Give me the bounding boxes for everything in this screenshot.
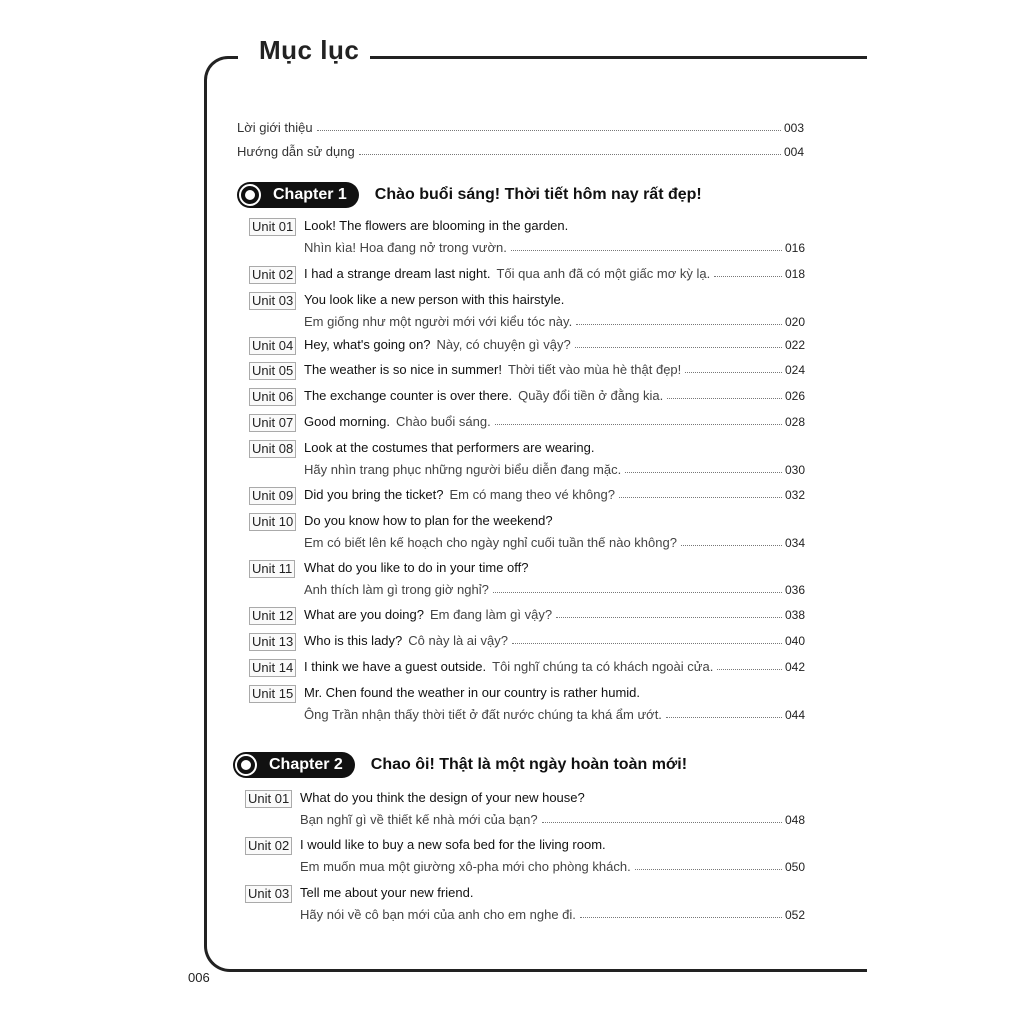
unit-page: 020 bbox=[784, 315, 805, 329]
unit-title-en: Hey, what's going on? bbox=[304, 337, 431, 352]
unit-label: Unit 06 bbox=[249, 388, 296, 406]
unit-page: 044 bbox=[784, 708, 805, 722]
unit-title-en: What do you think the design of your new house? bbox=[300, 790, 585, 805]
unit-title-vi: Ông Trần nhận thấy thời tiết ở đất nước chúng ta khá ẩm ướt. bbox=[304, 707, 662, 722]
toc-unit-c1-10[interactable] bbox=[249, 513, 805, 555]
entry-page: 003 bbox=[783, 121, 804, 135]
unit-page: 048 bbox=[784, 813, 805, 827]
leader-dots bbox=[542, 822, 782, 823]
unit-title-en: I would like to buy a new sofa bed for the living room. bbox=[300, 837, 606, 852]
unit-label: Unit 02 bbox=[249, 266, 296, 284]
toc-unit-c2-02[interactable] bbox=[245, 837, 805, 879]
page-title: Mục lục bbox=[259, 35, 360, 65]
chapter-1-header[interactable] bbox=[237, 182, 702, 208]
unit-title-vi: Em có mang theo vé không? bbox=[449, 487, 615, 502]
unit-title-vi: Hãy nói về cô bạn mới của anh cho em nghe đi. bbox=[300, 907, 576, 922]
unit-label: Unit 03 bbox=[249, 292, 296, 310]
leader-dots bbox=[681, 545, 782, 546]
toc-entry-usage-guide[interactable] bbox=[237, 144, 804, 159]
unit-label: Unit 15 bbox=[249, 685, 296, 703]
unit-title-vi: Bạn nghĩ gì về thiết kế nhà mới của bạn? bbox=[300, 812, 538, 827]
unit-label: Unit 01 bbox=[249, 218, 296, 236]
unit-page: 050 bbox=[784, 860, 805, 874]
unit-label: Unit 12 bbox=[249, 607, 296, 625]
unit-label: Unit 10 bbox=[249, 513, 296, 531]
toc-unit-c1-05[interactable] bbox=[249, 362, 805, 382]
unit-title-en: What do you like to do in your time off? bbox=[304, 560, 529, 575]
unit-page: 030 bbox=[784, 463, 805, 477]
chapter-badge-label: Chapter 1 bbox=[273, 186, 347, 203]
unit-page: 018 bbox=[784, 267, 805, 281]
leader-dots bbox=[576, 324, 782, 325]
toc-unit-c1-01[interactable] bbox=[249, 218, 805, 260]
unit-title-en: You look like a new person with this hairstyle. bbox=[304, 292, 565, 307]
toc-unit-c1-08[interactable] bbox=[249, 440, 805, 482]
chapter-badge-label: Chapter 2 bbox=[269, 756, 343, 773]
leader-dots bbox=[685, 372, 782, 373]
unit-label: Unit 05 bbox=[249, 362, 296, 380]
unit-title-en: The exchange counter is over there. bbox=[304, 388, 513, 403]
unit-title-en: What are you doing? bbox=[304, 607, 424, 622]
toc-unit-c1-03[interactable] bbox=[249, 292, 805, 334]
unit-title-en: Good morning. bbox=[304, 414, 390, 429]
chapter-badge bbox=[233, 752, 355, 778]
toc-unit-c1-06[interactable] bbox=[249, 388, 805, 408]
chapter-title: Chao ôi! Thật là một ngày hoàn toàn mới! bbox=[370, 756, 688, 773]
chapter-title: Chào buổi sáng! Thời tiết hôm nay rất đẹp! bbox=[374, 186, 702, 203]
unit-page: 016 bbox=[784, 241, 805, 255]
unit-title-vi: Tối qua anh đã có một giấc mơ kỳ lạ. bbox=[496, 266, 711, 281]
unit-page: 036 bbox=[784, 583, 805, 597]
unit-title-en: I think we have a guest outside. bbox=[304, 659, 487, 674]
leader-dots bbox=[317, 130, 781, 131]
unit-title-vi: Em giống như một người mới với kiểu tóc này. bbox=[304, 314, 573, 329]
toc-unit-c1-12[interactable] bbox=[249, 607, 805, 627]
unit-title-vi: Quầy đổi tiền ở đằng kia. bbox=[518, 388, 664, 403]
unit-page: 024 bbox=[784, 363, 805, 377]
chapter-badge bbox=[237, 182, 359, 208]
unit-label: Unit 04 bbox=[249, 337, 296, 355]
leader-dots bbox=[359, 154, 781, 155]
unit-title-en: I had a strange dream last night. bbox=[304, 266, 491, 281]
leader-dots bbox=[575, 347, 782, 348]
unit-title-en: Tell me about your new friend. bbox=[300, 885, 474, 900]
toc-unit-c1-04[interactable] bbox=[249, 337, 805, 357]
unit-title-en: Did you bring the ticket? bbox=[304, 487, 444, 502]
unit-label: Unit 01 bbox=[245, 790, 292, 808]
toc-unit-c1-13[interactable] bbox=[249, 633, 805, 653]
leader-dots bbox=[495, 424, 782, 425]
unit-title-en: Look at the costumes that performers are wearing. bbox=[304, 440, 595, 455]
unit-label: Unit 02 bbox=[245, 837, 292, 855]
unit-title-en: Look! The flowers are blooming in the garden. bbox=[304, 218, 569, 233]
leader-dots bbox=[512, 643, 782, 644]
leader-dots bbox=[619, 497, 782, 498]
unit-title-vi: Hãy nhìn trang phục những người biểu diễn đang mặc. bbox=[304, 462, 622, 477]
toc-unit-c2-01[interactable] bbox=[245, 790, 805, 832]
unit-label: Unit 09 bbox=[249, 487, 296, 505]
unit-label: Unit 14 bbox=[249, 659, 296, 677]
toc-unit-c1-15[interactable] bbox=[249, 685, 805, 727]
toc-unit-c1-14[interactable] bbox=[249, 659, 805, 679]
leader-dots bbox=[625, 472, 782, 473]
leader-dots bbox=[635, 869, 782, 870]
chapter-2-header[interactable] bbox=[233, 752, 687, 778]
page-number: 006 bbox=[188, 970, 210, 985]
toc-unit-c1-09[interactable] bbox=[249, 487, 805, 507]
unit-title-vi: Tôi nghĩ chúng ta có khách ngoài cửa. bbox=[492, 659, 714, 674]
leader-dots bbox=[714, 276, 782, 277]
unit-page: 038 bbox=[784, 608, 805, 622]
unit-page: 040 bbox=[784, 634, 805, 648]
leader-dots bbox=[556, 617, 782, 618]
unit-label: Unit 08 bbox=[249, 440, 296, 458]
unit-title-vi: Thời tiết vào mùa hè thật đẹp! bbox=[507, 362, 682, 377]
unit-label: Unit 11 bbox=[249, 560, 295, 578]
leader-dots bbox=[511, 250, 782, 251]
unit-label: Unit 03 bbox=[245, 885, 292, 903]
toc-unit-c2-03[interactable] bbox=[245, 885, 805, 927]
unit-page: 028 bbox=[784, 415, 805, 429]
unit-page: 052 bbox=[784, 908, 805, 922]
unit-title-vi: Cô này là ai vậy? bbox=[408, 633, 508, 648]
unit-page: 026 bbox=[784, 389, 805, 403]
toc-entry-introduction[interactable] bbox=[237, 120, 804, 135]
unit-page: 042 bbox=[784, 660, 805, 674]
unit-page: 032 bbox=[784, 488, 805, 502]
entry-label: Hướng dẫn sử dụng bbox=[237, 144, 355, 159]
unit-title-vi: Anh thích làm gì trong giờ nghỉ? bbox=[304, 582, 489, 597]
leader-dots bbox=[667, 398, 782, 399]
bullet-icon bbox=[235, 754, 257, 776]
unit-title-en: The weather is so nice in summer! bbox=[304, 362, 502, 377]
unit-title-en: Do you know how to plan for the weekend? bbox=[304, 513, 553, 528]
leader-dots bbox=[717, 669, 782, 670]
entry-page: 004 bbox=[783, 145, 804, 159]
unit-title-vi: Này, có chuyện gì vậy? bbox=[436, 337, 571, 352]
unit-title-vi: Em có biết lên kế hoạch cho ngày nghỉ cuối tuần thế nào không? bbox=[304, 535, 677, 550]
unit-title-en: Who is this lady? bbox=[304, 633, 403, 648]
leader-dots bbox=[666, 717, 782, 718]
unit-title-en: Mr. Chen found the weather in our country is rather humid. bbox=[304, 685, 641, 700]
entry-label: Lời giới thiệu bbox=[237, 120, 313, 135]
unit-title-vi: Nhìn kìa! Hoa đang nở trong vườn. bbox=[304, 240, 507, 255]
unit-page: 034 bbox=[784, 536, 805, 550]
toc-unit-c1-07[interactable] bbox=[249, 414, 805, 434]
unit-title-vi: Em muốn mua một giường xô-pha mới cho phòng khách. bbox=[300, 859, 631, 874]
unit-page: 022 bbox=[784, 338, 805, 352]
unit-label: Unit 13 bbox=[249, 633, 296, 651]
toc-unit-c1-02[interactable] bbox=[249, 266, 805, 286]
bullet-icon bbox=[239, 184, 261, 206]
unit-title-vi: Chào buổi sáng. bbox=[396, 414, 491, 429]
unit-label: Unit 07 bbox=[249, 414, 296, 432]
leader-dots bbox=[493, 592, 782, 593]
toc-unit-c1-11[interactable] bbox=[249, 560, 805, 602]
unit-title-vi: Em đang làm gì vậy? bbox=[429, 607, 553, 622]
leader-dots bbox=[580, 917, 782, 918]
